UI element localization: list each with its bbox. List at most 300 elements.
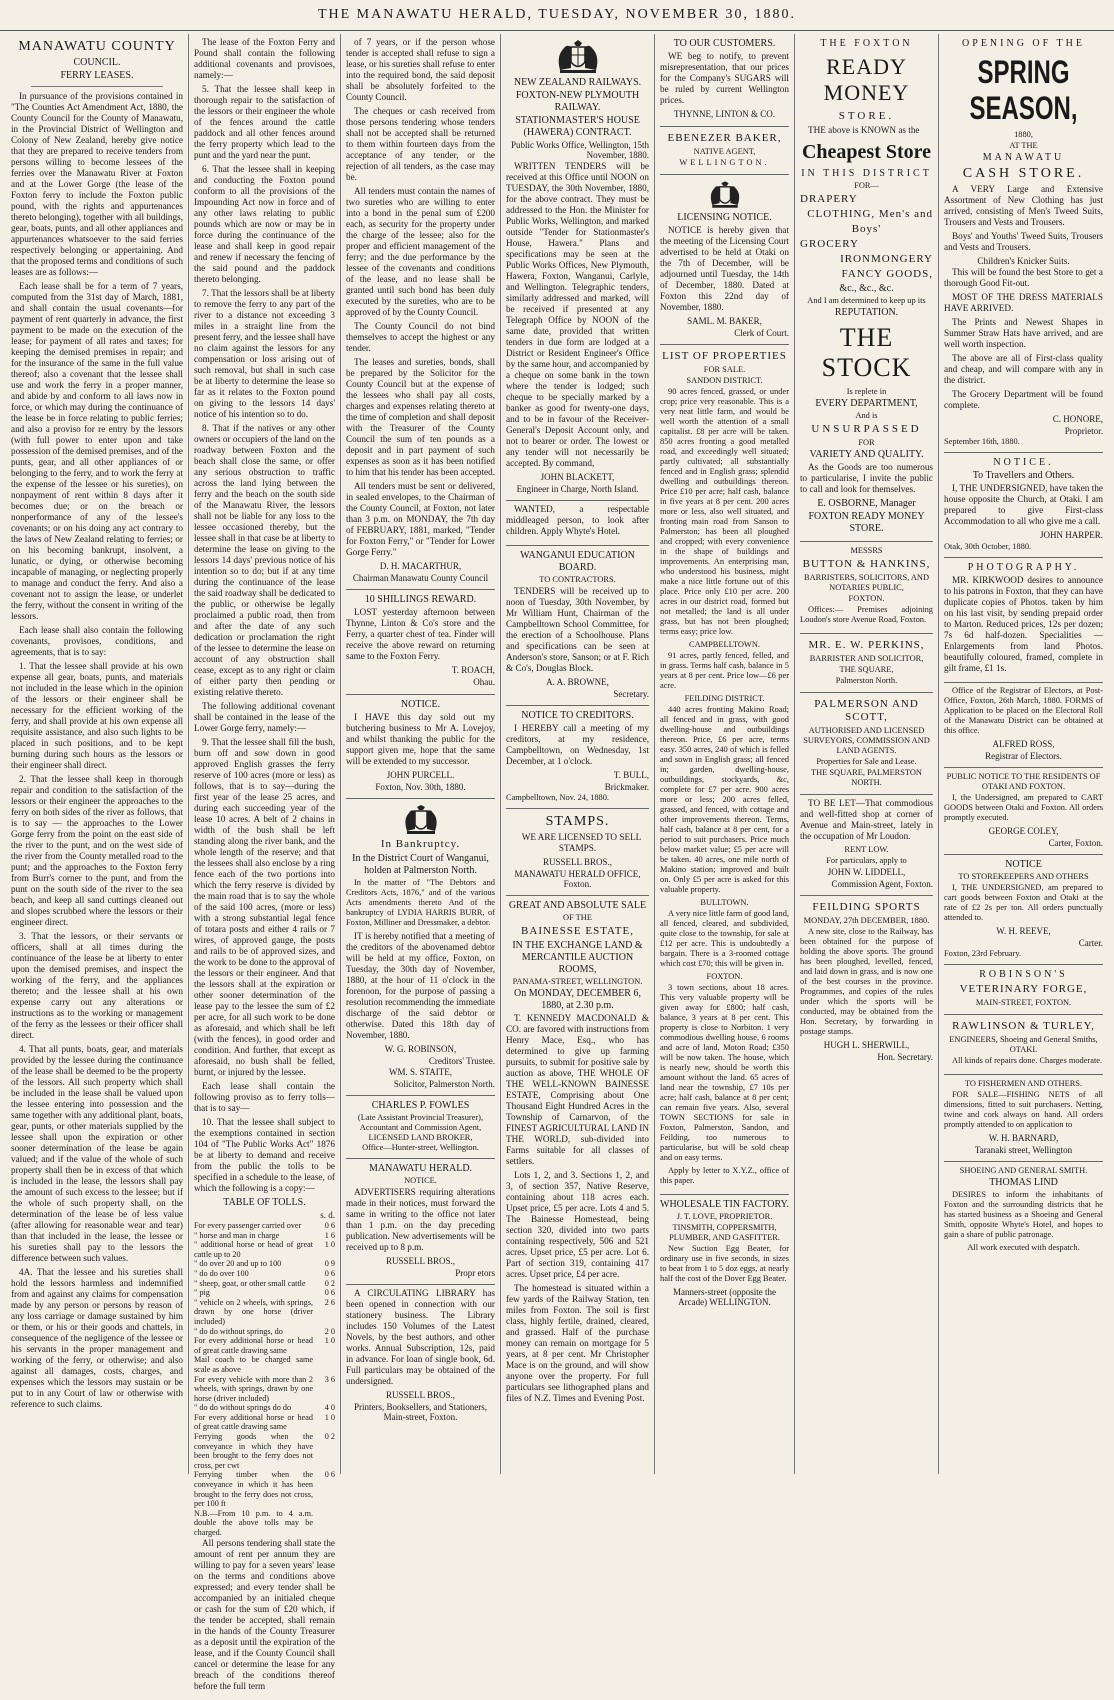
cred-date: Campbelltown, Nov. 24, 1880. bbox=[506, 793, 609, 802]
list-text-3: 440 acres fronting Makino Road; all fenced and in grass, with good dwelling-house and outbuildings thereon. Price, £6 per acre, terms easy. 350 acres, 240 of which is felled and sown in English grass; all fenced in; garden, dwelling-house, outbuildings, stockyards, &c, complete for £7 per acre. 900 acres more or less; 200 acres felled, grassed, and fenced, with cottage and other improvements thereon. Terms, half cash, balance at 8 per cent, for a period to suit purchasers. Price much below market value; £5 per acre will be taken. 40 acres, one mile north of Makino station; improved and built on. Only £5 per acre is asked for this valuable property. bbox=[660, 705, 789, 894]
notice-heading: NOTICE. bbox=[400, 699, 441, 710]
boys-text: Boys' and Youths' Tweed Suits, Trousers and Vests and Trousers. bbox=[944, 231, 1103, 252]
library-signature: RUSSELL BROS., bbox=[386, 1390, 455, 1400]
lease-paragraph: 6. That the lessee shall in keeping and conducting the Foxton pound conform to all the provisions of the Impounding Act now in force and of any other laws relating to public pounds which are now or may be in force during the continuance of the lease and shall keep in good repair and renew if necessary the fencing of the said pound and the paddock thereto belonging. bbox=[194, 164, 335, 284]
toll-row bbox=[194, 1221, 335, 1231]
licensing-text: NOTICE is hereby given that the meeting of the Licensing Court advertised to be held at Otaki on the 7th of December, will be adjourned until Tuesday, the 14th of December, 1880. Dated at Foxton this 22nd day of November, 1880. bbox=[660, 225, 789, 312]
lease-paragraph: 8. That if the natives or any other owners or occupiers of the land on the roadway between Foxton and the beach shall close the same, or offer any serious obstruction to traffic across the land lying between the ferry and the beach on the south side of the Manawatu River, the lessors shall not be liable for any loss to the lessee occasioned thereby, but the lessee shall in that case be at liberty to determine the lease on giving to the lessors 14 days' previous notice of his intention so to do; but if at any time during the continuance of the lease the said roadway shall be dedicated to the public, or otherwise be legally proclaimed a public road, then from and after the date of any such dedication or proclamation the right of the lessee to determine the lease on account of any obstruction shall cease, except as to any right or claim of either party then pending or existing relative thereto. bbox=[194, 423, 335, 697]
photo-text: MR. KIRKWOOD desires to announce to his patrons in Foxton, that they can have duplicate copies of Photos. taken by him on his last visit, by sending prepaid order to Marton. Reduced prices, 12s per dozen; 7s 6d half-dozen. Specialities — Enlargements from land Photos. beautifully coloured, framed, complete in gilt frame, £1 1s. bbox=[944, 575, 1103, 673]
bankruptcy-text: IT is hereby notified that a meeting of the creditors of the abovenamed debtor will be held at my office, Foxton, on Tuesday, the 30th day of November, 1880, at the hour of 11 o'clock in the forenoon, for the purpose of passing a resolution recommending the immediate discharge of the said debtor or otherwise. Dated this 18th day of November, 1880. bbox=[346, 931, 495, 1040]
toll-value: 2 0 bbox=[324, 1326, 335, 1336]
column-6 bbox=[795, 34, 939, 1474]
ferry-leases-end bbox=[346, 34, 495, 590]
toll-row bbox=[194, 1355, 335, 1374]
reeve-date: Foxton, 23rd February. bbox=[944, 949, 1022, 958]
list-sub: FOR SALE. bbox=[703, 365, 746, 374]
the-stock-label: THE STOCK bbox=[821, 323, 912, 382]
dress-text: MOST OF THE DRESS MATERIALS HAVE ARRIVED. bbox=[944, 292, 1103, 313]
toll-row bbox=[194, 1298, 335, 1327]
feilding-text: A new site, close to the Railway, has been obtained for the purpose of holding the above sports. The ground has been ploughed, levelled, fenced, and laid down in grass, and is now one of the best courses in the province. Programmes, and copies of the rules under which the sports will be conducted, may be obtained from the Hon. Secretary, by forwarding in postage stamps. bbox=[800, 927, 933, 1036]
ferry-heading: FERRY LEASES. bbox=[60, 70, 134, 81]
palmerson-props: Properties for Sale and Lease. bbox=[816, 757, 917, 766]
rawlinson-name: RAWLINSON & TURLEY, bbox=[952, 1020, 1095, 1032]
herald-text: ADVERTISERS requiring alterations made in their notices, must forward the same in writing to the office not later than 1 p.m. on the day preceding publication. New advertisements will be received up to 8 p.m. bbox=[346, 1187, 495, 1252]
list-text: 90 acres fenced, grassed, or under crop; price very reasonable. This is a very neat little farm, and would be well worth the attention of a small capitalist. £8 per acre will be taken. 850 acres fronting a good metalled road, and exceedingly well situated; partly cultivated; all substantially fenced and in English grass; splendid dwelling and outbuildings thereon. Price £10 per acre; half cash, balance in five years at 8 per cent. 200 acres more or less, also well situated, and fronting main road from Sanson to Palmerston; has been all ploughed and cropped; with every convenience in the shape of buildings and improvements. An enterprising man, who understood his business, might make a nice little fortune out of this place. Price only £10 per acre. 200 acres in our district road, formed but not metalled; the land is all under grass, but has not been ploughed; terms easy; price low. bbox=[660, 387, 789, 636]
ferry-paragraph: 4A. That the lessee and his sureties shall hold the lessors harmless and indemnified from and against any claims for compensation made by any person or persons by reason of any loss carriage or damage sustained by him or them, or his or their goods and chattels, in consequence of the negligence of the lessee or his servants in the proper management and working of the ferry, or otherwise; and also against all damages, costs, charges, and expenses which the lessors may sustain or be put to in any Court of law or otherwise with reference to such claims. bbox=[11, 1267, 183, 1409]
list-district: SANDON DISTRICT. bbox=[686, 376, 763, 385]
sale-text: T. KENNEDY MACDONALD & CO. are favored with instructions from Henry Mace, Esq., who has determined to give up farming pursuits, to submit for positive sale by auction as above, THE WHOLE OF THE WELL-KNOWN BAINESSE ESTATE, Comprising about One Thousand Eight Hundred Acres in the Township of Carnarvon, of the FINEST AGRICULTURAL LAND IN THE WORLD, sub-divided into Farms suitable for all classes of settlers. bbox=[506, 1013, 649, 1166]
bankruptcy-court: In the District Court of Wanganui, holden at Palmerston North. bbox=[352, 853, 489, 876]
toll-row bbox=[194, 1413, 335, 1432]
toll-row bbox=[194, 1509, 335, 1538]
toll-value: 4 0 bbox=[324, 1403, 335, 1413]
lease-paragraph: 7. That the lessors shall be at liberty to remove the ferry to any part of the river to a distance not exceeding 3 miles in a straight line from the present ferry, and the lessee shall have no claim against the lessors for any compensation or loss arising out of such removal, but shall in such case be at liberty to determine the lease so far as it relates to the Foxton pound on giving to the lessors 14 days' notice of his intention so to do. bbox=[194, 288, 335, 419]
toll-row bbox=[194, 1432, 335, 1470]
registrar-ad bbox=[944, 683, 1103, 768]
list-text-4: A very nice little farm of good land, all fenced, cleared, and subdivided, quite close to the township, for sale at £12 per acre. This is undoubtedly a bargain. There is a 3-roomed cottage which cost £70; this will be given in. bbox=[660, 909, 789, 968]
ferry-paragraph: In pursuance of the provisions contained in "The Counties Act Amendment Act, 1880, the County Council for the County of Manawatu, in the Provincial District of Wellington and Colony of New Zealand, hereby give notice that they are prepared to receive tenders from persons willing to become lessees of the ferries over the Manawatu River at Foxton and at the Lower Gorge (the lease of the Foxton ferry to include the Foxton public pound, with the rights and appurtenances thereto belonging), together with all buildings, gear, boats, punts, and all other appliances and appurtenances whatsoever to the said ferries respectively belonging or appertaining. And that the proposed terms and conditions of such leases are as follows:— bbox=[11, 91, 183, 277]
properties-ad bbox=[660, 345, 789, 1195]
lease-closing: All persons tendering shall state the amount of rent per annum they are willing to pay for a seven years' lease on the terms and conditions above expressed; and every tender shall be accompanied by an initialed cheque or cash for the sum of £20 which, if the tender be accepted, shall remain in the hands of the County Treasurer as a deposit until the expiration of the lease, and if the County Council shall cancel or determine the lease for any breach of the conditions thereof before the full term bbox=[194, 1537, 335, 1691]
toll-value: 1 0 bbox=[324, 1240, 335, 1250]
licensing-ad bbox=[660, 175, 789, 345]
toll-row bbox=[194, 1231, 335, 1241]
registrar-role: Registrar of Electors. bbox=[985, 751, 1062, 761]
baker-name: EBENEZER BAKER, bbox=[667, 132, 782, 144]
rail-text: WRITTEN TENDERS will be received at this Office until NOON on TUESDAY, the 30th November, 1880, for the above contract. They must be addressed to the Hon. the Minister for Public Works, Wellington, and marked outside "Tender for Stationmaster's House, Hawera." Plans and specifications may be seen at the Public Works Offices, New Plymouth, Hawera, Foxton, Wanganui, Carlyle, and Wellington. Telegraphic tenders, similarly addressed and marked, will be received if presented at any Telegraph Office by NOON of the same date, provided that written tenders in due form are lodged at a District or Resident Engineer's Office by the same hour, and accompanied by a cheque on some bank in the town where the tender is lodged; such cheque to be specially marked by a banker as good for twenty-one days, and to be in favour of the Receiver-General's Deposit Account only, and not to bearer or order. The lowest or any tender will not necessarily be accepted. By command, bbox=[506, 161, 649, 468]
lease-paragraph: The following additional covenant shall be contained in the lease of the Lower Gorge ferry, namely:— bbox=[194, 701, 335, 733]
lease-paragraph: 9. That the lessee shall fill the bush, burn off and sow down in good approved English grasses the ferry reserve of 100 acres (more or less) as follows, that is to say—during the first year of the lease 25 acres, and during each succeeding year of the lease 10 acres. A belt of 2 chains in width of the bush shall be left standing along the river bank, and the whole length of the reserve; and that the lessees shall also enclose by a ring fence each of the two portions into which the ferry reserve is divided by the main road that is to say the whole of the said 100 acres, (more or less) with a strong substantial legal fence of totara posts and either 4 rails or 7 wires, of approved gauge, the posts and rails to be of approved sizes, and the work to be done to the approval of the lessors or their engineer. And that the lessors shall at the expiration or other sooner determination of the lease pay to the lessee the sum of £2 per acre, for all such work to be done as aforesaid, and which shall be left (with the fences), in good order and condition. And further, that except as aforesaid, no bush shall be felled, burnt, or injured by the lessee. bbox=[194, 737, 335, 1077]
grocery-text: The Grocery Department will be found complete. bbox=[944, 389, 1103, 410]
list-apply: Apply by letter to X.Y.Z., office of this paper. bbox=[660, 1166, 789, 1185]
bankruptcy-heading: In Bankruptcy. bbox=[380, 838, 461, 850]
lease-paragraph: All tenders must contain the names of two sureties who are willing to enter into a bond in the penal sum of £200 each, as security for the property under the charge of the lessee; also for the proper and efficient management of the ferry; and the due performance by the lessee of the covenants and conditions of the lease, and no lease shall be granted until such bond has been duly executed by the sureties, who are to be approved of by the County Council. bbox=[346, 186, 495, 317]
veterinary-forge-ad bbox=[944, 965, 1103, 1015]
library-text: A CIRCULATING LIBRARY has been opened in connection with our stationery business. The Library includes 150 Volumes of the Latest Novels, by the best authors, and other works. Annual Subscription, 12s, paid in advance. For loan of single book, 6d. Full particulars may be obtained of the undersigned. bbox=[346, 1288, 495, 1386]
ferry-leases-continued bbox=[194, 34, 335, 1700]
let-signature: JOHN W. LIDDELL, bbox=[827, 867, 906, 877]
toll-item: " do do without springs, do bbox=[194, 1326, 283, 1336]
wanted-text: WANTED, a respectable middleaged person, to look after children. Apply Whyte's Hotel. bbox=[506, 504, 649, 536]
cred-heading: NOTICE TO CREDITORS. bbox=[521, 710, 634, 721]
fishermen-heading: TO FISHERMEN AND OTHERS. bbox=[964, 1079, 1083, 1088]
button-name: BUTTON & HANKINS, bbox=[802, 558, 931, 570]
lease-paragraph: Each lease shall contain the following proviso as to ferry tolls—that is to say— bbox=[194, 1081, 335, 1113]
osborne-signature: E. OSBORNE, Manager bbox=[817, 498, 916, 509]
ferry-subtitle: COUNCIL. bbox=[73, 57, 121, 68]
lease-paragraph: All tenders must be sent or delivered, in sealed envelopes, to the Chairman of the County Council, at Foxton, not later than 3 p.m. on MONDAY, the 7th day of FEBRUARY, 1881, marked, "Tender for Foxton Ferry," or "Tender for Lower Gorge Ferry." bbox=[346, 481, 495, 557]
toll-row bbox=[194, 1288, 335, 1298]
stamps-text: WE ARE LICENSED TO SELL STAMPS. bbox=[521, 832, 642, 853]
fowles-name: CHARLES P. FOWLES bbox=[371, 1100, 470, 1111]
prints-text: The Prints and Newest Shapes in Summer Straw Hats have arrived, and are well worth inspection. bbox=[944, 317, 1103, 349]
harper-text: I, THE UNDERSIGNED, have taken the house opposite the Church, at Otaki. I am prepared to give First-class Accommodation to all who give me a call. bbox=[944, 483, 1103, 526]
toll-row bbox=[194, 1269, 335, 1279]
rail-office: Public Works Office, Wellington, 15th November, 1880. bbox=[510, 140, 649, 160]
list-heading: LIST OF PROPERTIES bbox=[662, 350, 787, 362]
library-role: Printers, Booksellers, and Stationers, Main-street, Foxton. bbox=[354, 1402, 487, 1422]
nets-text: FOR SALE—FISHING NETS of all dimensions, fitted to suit purchasers. Netting, twine and cork always on hand. All orders promptly attended to on application to bbox=[944, 1090, 1103, 1129]
and-is-text: And is bbox=[855, 411, 878, 420]
toll-item: " additional horse or head of great cattle up to 20 bbox=[194, 1240, 313, 1259]
column-7 bbox=[939, 34, 1108, 1474]
best-text: This will be found the best Store to get a thorough Good Fit-out. bbox=[944, 267, 1103, 288]
herald-heading: MANAWATU HERALD. bbox=[368, 1163, 473, 1174]
let-apply: For particulars, apply to bbox=[826, 856, 907, 865]
education-board-ad bbox=[506, 546, 649, 706]
toll-value: 1 0 bbox=[324, 1336, 335, 1346]
at-the-label: AT THE bbox=[1009, 141, 1038, 150]
column-2 bbox=[189, 34, 341, 1691]
foxton-store-label: FOXTON READY MONEY STORE. bbox=[808, 511, 925, 534]
cred-text: I HEREBY call a meeting of my creditors, at my residence, Campbelltown, on Wednesday, 1st December, at 1 o'clock. bbox=[506, 723, 649, 766]
toll-item: N.B.—From 10 p.m. to 4 a.m. double the above tolls may be charged. bbox=[194, 1508, 313, 1537]
button-place: FOXTON. bbox=[848, 594, 885, 603]
photo-heading: PHOTOGRAPHY. bbox=[967, 562, 1080, 573]
customers-signature: THYNNE, LINTON & CO. bbox=[673, 109, 776, 119]
notice-date: Foxton, Nov. 30th, 1880. bbox=[375, 782, 466, 792]
toll-value: 0 6 bbox=[324, 1268, 335, 1278]
toll-item: " do do over 100 bbox=[194, 1268, 249, 1278]
messrs-label: MESSRS bbox=[850, 546, 883, 555]
fishing-nets-ad bbox=[944, 1075, 1103, 1162]
etc-label: &c., &c., &c. bbox=[839, 283, 894, 294]
photography-ad bbox=[944, 558, 1103, 683]
button-hankins-ad bbox=[800, 542, 933, 634]
herald-notice: NOTICE. bbox=[404, 1176, 437, 1185]
list-district-3: FEILDING DISTRICT. bbox=[684, 694, 765, 703]
sale-date: On MONDAY, DECEMBER 6, 1880, at 2.30 p.m. bbox=[514, 988, 641, 1011]
feilding-sports-ad bbox=[800, 896, 933, 1068]
toll-item: Mail coach to be charged same scale as above bbox=[194, 1355, 313, 1374]
ferry-leases-ad bbox=[11, 34, 183, 1418]
cash-text: A VERY Large and Extensive Assortment of New Clothing has just arrived, consisting of Men's Tweed Suits, Trousers and Vests and Trousers. bbox=[944, 184, 1103, 227]
perkins-place: THE SQUARE, bbox=[839, 665, 894, 674]
rawlinson-ad bbox=[944, 1015, 1103, 1075]
honore-signature: C. HONORE, bbox=[1052, 414, 1103, 424]
chairman-title: Chairman Manawatu County Council bbox=[352, 573, 489, 583]
notice-signature: JOHN PURCELL. bbox=[386, 770, 455, 780]
foxton-label: THE FOXTON bbox=[820, 38, 913, 49]
customers-ad bbox=[660, 34, 789, 127]
rail-role: Engineer in Charge, North Island. bbox=[516, 484, 639, 494]
storekeepers-ad bbox=[944, 855, 1103, 965]
toll-item: Ferrying goods when the conveyance in which they have been brought to the ferry does not cross, per cwt bbox=[194, 1432, 313, 1470]
rail-signature: JOHN BLACKETT, bbox=[540, 472, 615, 482]
reward-signature: T. ROACH, bbox=[451, 665, 495, 675]
edu-signature: A. A. BROWNE, bbox=[546, 677, 609, 687]
stamps-heading: STAMPS. bbox=[545, 814, 610, 829]
tin-heading: WHOLESALE TIN FACTORY. bbox=[660, 1199, 789, 1210]
replete-text: Is replete in bbox=[846, 387, 887, 396]
licensing-signature: SAML. M. BAKER, bbox=[687, 316, 762, 326]
toll-value: 0 2 bbox=[324, 1432, 335, 1442]
ferry-paragraph: Each lease shall also contain the following covenants, provisoes, conditions, and agreements, that is to say: bbox=[11, 625, 183, 657]
licensing-role: Clerk of Court. bbox=[734, 328, 789, 338]
children-text: Children's Knicker Suits. bbox=[977, 256, 1070, 266]
toll-item: " sheep, goat, or other small cattle bbox=[194, 1278, 306, 1288]
edu-sub: TO CONTRACTORS. bbox=[539, 575, 616, 584]
baker-ad bbox=[660, 127, 789, 175]
sale-of: OF THE bbox=[563, 913, 592, 922]
palmerson-scott-ad bbox=[800, 693, 933, 795]
unsurpassed-label: UNSURPASSED bbox=[811, 423, 922, 435]
ready-money-label: READY MONEY bbox=[823, 54, 910, 105]
licensing-heading: LICENSING NOTICE. bbox=[677, 212, 772, 223]
edu-heading: WANGANUI EDUCATION BOARD. bbox=[520, 550, 635, 573]
toll-item: " do do without springs do do bbox=[194, 1403, 292, 1413]
lease-paragraph: The leases and sureties, bonds, shall be prepared by the Solicitor for the County Council but at the expense of the lessees who shall pay all costs, charges and expenses relating thereto at the time of completion and shall deposit with the Treasurer of the County Council the sum of ten pounds as a deposit and in part payment of such expenses as soon as it has been notified to him that his tender has been accepted. bbox=[346, 357, 495, 477]
rawlinson-text: All kinds of repairs done. Charges moderate. bbox=[952, 1056, 1103, 1065]
robinson-label: ROBINSON'S bbox=[979, 969, 1068, 980]
toll-table bbox=[194, 1221, 335, 1538]
bankruptcy-matter: In the matter of "The Debtors and Creditors Acts, 1876," and of the various Acts amendments thereto And of the bankruptcy of LYDIA HARRIS BURR, of Foxton, Milliner and Dressmaker, a debtor. bbox=[346, 878, 495, 927]
list-text-2: 91 acres, partly fenced, felled, and in grass. Terms half cash, balance in 5 years at 8 per cent. Price low—£6 per acre. bbox=[660, 651, 789, 690]
toll-item: For every passenger carried over bbox=[194, 1221, 302, 1230]
herald-signature: RUSSELL BROS., bbox=[386, 1256, 455, 1266]
ferry-paragraph: 2. That the lessee shall keep in thorough repair and condition to the satisfaction of the lessors or their engineer the approaches to the ferry on both sides of the river as follows, that is to say — the approaches to the Lower Gorge ferry from the point on the east side of the river to the punt, and on the west side of the river from the County metalled road to the punt; and the approaches to the Foxton ferry from Burr's corner to the punt, and from the punt on the south side of the river to the sea beach, and keep all sand cuttings cleaned out and slopes scrubbed where the lessors or their engineer direct. bbox=[11, 774, 183, 927]
fowles-office: Office—Hunter-street, Wellington. bbox=[362, 1143, 479, 1152]
grocery-label: GROCERY bbox=[800, 238, 859, 250]
toll-value bbox=[313, 1355, 335, 1374]
manawatu-label: MANAWATU bbox=[982, 152, 1065, 163]
reward-text: LOST yesterday afternoon between Thynne, Linton & Co's store and the Ferry, a quarter chest of tea. Finder will receive the above reward on returning same to the Foxton Ferry. bbox=[346, 607, 495, 661]
baker-title: NATIVE AGENT, bbox=[693, 147, 756, 156]
every-department-label: EVERY DEPARTMENT, bbox=[815, 398, 918, 409]
toll-row bbox=[194, 1259, 335, 1269]
fowles-ad bbox=[346, 1096, 495, 1159]
toll-item: For every additional horse or head of great cattle drawing same bbox=[194, 1412, 313, 1432]
determined-text: And I am determined to keep up its bbox=[807, 296, 926, 305]
reward-place: Ohau. bbox=[473, 677, 495, 687]
public-notice: PUBLIC NOTICE TO THE RESIDENTS OF OTAKI AND FOXTON. bbox=[946, 772, 1101, 791]
first-class-text: The above are all of First-class quality and cheap, and will compare with any in the district. bbox=[944, 353, 1103, 385]
feilding-role: Hon. Secretary. bbox=[877, 1052, 933, 1062]
lease-paragraph: 10. That the lessee shall subject to the exemptions contained in section 104 of "The Public Works Act" 1876 be at liberty to demand and receive from the public the tolls to be specified in a schedule to the lease, of which the following is a copy:— bbox=[194, 1117, 335, 1193]
sale-place: IN THE EXCHANGE LAND & MERCANTILE AUCTION ROOMS, bbox=[512, 940, 643, 975]
forge-place: MAIN-STREET, FOXTON. bbox=[975, 998, 1072, 1007]
toll-row bbox=[194, 1240, 335, 1259]
bankruptcy-role: Creditors' Trustee. bbox=[428, 1056, 495, 1066]
chairman-signature: D. H. MACARTHUR, bbox=[379, 561, 462, 571]
toll-value: 1 0 bbox=[324, 1412, 335, 1422]
toll-value: 3 6 bbox=[324, 1374, 335, 1384]
feilding-signature: HUGH L. SHERWILL, bbox=[823, 1040, 910, 1050]
let-rent: RENT LOW. bbox=[844, 845, 889, 854]
reward-ad bbox=[346, 590, 495, 695]
list-district-5: FOXTON. bbox=[706, 972, 743, 981]
lind-name: THOMAS LIND bbox=[989, 1177, 1058, 1188]
toll-row bbox=[194, 1403, 335, 1413]
library-ad bbox=[346, 1285, 495, 1428]
lind-text: DESIRES to inform the inhabitants of Foxton and the surrounding districts that he has started business as a Shoeing and General Smith, opposite Whyte's Hotel, and hopes to gain a share of public patronage. bbox=[944, 1190, 1103, 1239]
boys-label: Boys' bbox=[851, 223, 882, 235]
bankruptcy-signature: W. G. ROBINSON, bbox=[384, 1044, 457, 1054]
toll-value: 1 6 bbox=[324, 1230, 335, 1240]
spring-season-label: SPRING SEASON, bbox=[969, 54, 1078, 126]
to-let-ad bbox=[800, 795, 933, 896]
ferry-paragraph: Each lease shall be for a term of 7 years, computed from the 31st day of March, 1881, and shall contain the usual covenants—for payment of rent quarterly in advance, the first payment to be made on the execution of the lease; for payment of all rates and taxes; for keeping the demised premises in repair; and for the insurance of the same in the full value thereof; also a covenant that the lessee shall use and work the ferry in a proper manner, and abide by and conform to all laws now in force, or which may during the continuance of the lease be in force relating to public ferries; and also a proviso for re entry by the lessors (with full power to enter upon and take possession of the demised premises, and of the punts, gear, and all other appliances of or belonging to the ferry, and to work the ferry at the expense of the lessee or his sureties), on nonpayment of rent within 8 days after it becomes due; or on the breach or nonperformance of any of the lessee's covenants; or on his doing any act contrary to the laws of New Zealand relating to ferries; or on his becoming bankrupt, insolvent, a lunatic, or dying, or otherwise becoming incapable of managing, or neglecting properly to manage and conduct the ferry. And also a covenant not to assign the lease, or underlet the ferry, without the consent in writing of the lessors. bbox=[11, 281, 183, 621]
button-role: BARRISTERS, SOLICITORS, AND NOTARIES PUBLIC, bbox=[803, 573, 930, 592]
masthead: THE MANAWATU HERALD, TUESDAY, NOVEMBER 30, 1880. bbox=[0, 0, 1114, 31]
nets-signature: W. H. BARNARD, bbox=[988, 1133, 1059, 1143]
toll-item: " vehicle on 2 wheels, with springs, drawn by one horse (driver included) bbox=[194, 1297, 313, 1326]
baker-place: WELLINGTON. bbox=[679, 158, 770, 167]
carter-signature: GEORGE COLEY, bbox=[988, 826, 1059, 836]
for-word: FOR bbox=[858, 438, 875, 447]
column-5 bbox=[655, 34, 795, 1474]
wanted-ad bbox=[506, 501, 649, 546]
harper-date: Otak, 30th October, 1880. bbox=[944, 542, 1032, 551]
reeve-text: I, THE UNDERSIGNED, am prepared to cart goods between Foxton and Otaki at the rate of £2 2s per ton. All orders punctually attended to. bbox=[944, 883, 1103, 922]
rail-title: NEW ZEALAND RAILWAYS. bbox=[513, 77, 642, 88]
feilding-date: MONDAY, 27th DECEMBER, 1880. bbox=[803, 916, 930, 925]
column-1 bbox=[6, 34, 189, 1474]
ready-money-store-ad bbox=[800, 34, 933, 542]
lease-paragraph: The lease of the Foxton Ferry and Pound shall contain the following additional covenants and provisoes, namely:— bbox=[194, 37, 335, 80]
toll-row bbox=[194, 1375, 335, 1404]
carter-role: Carter, Foxton. bbox=[1048, 838, 1103, 848]
sale-more: The homestead is situated within a few yards of the Railway Station, ten miles from Foxton. The soil is first class, highly fertile, drained, cleared, and grassed. Half of the purchase money can remain on mortgage for 5 years, at 8 per cent. Mr Christopher Mace is on the ground, and will show anyone over the property. For full particulars see lithographed plans and files of N.Z. Times and Evening Post. bbox=[506, 1283, 649, 1403]
let-text: TO BE LET—That commodious and well-fitted shop at corner of Avenue and Main-street, lately in the occupation of Mr Loudon. bbox=[800, 798, 933, 841]
herald-notice-ad bbox=[346, 1159, 495, 1285]
for-label: FOR— bbox=[854, 181, 879, 190]
perkins-role: BARRISTER AND SOLICITOR, bbox=[809, 654, 924, 663]
royal-arms-icon bbox=[705, 181, 745, 209]
goods-text: As the Goods are too numerous to particularise, I invite the public to call and look for themselves. bbox=[800, 462, 933, 494]
known-text: THE above is KNOWN as the bbox=[808, 125, 920, 135]
notice-text: I HAVE this day sold out my butchering business to Mr A. Lovejoy, and whilst thanking the public for the support given me, hope that the same will be extended to my successor. bbox=[346, 712, 495, 766]
cred-signature: T. BULL, bbox=[613, 770, 649, 780]
toll-item: " horse and man in charge bbox=[194, 1230, 280, 1240]
tin-text: New Suction Egg Beater, for ordinary use in five seconds, in sizes to beat from 1 to 5 doz eggs, at nearly half the cost of the Dover Egg Beater. bbox=[660, 1244, 789, 1283]
toll-table-heading: TABLE OF TOLLS. bbox=[223, 1197, 306, 1208]
tin-address: Manners-street (opposite the Arcade) WELLINGTON. bbox=[673, 1287, 776, 1307]
herald-role: Propr etors bbox=[455, 1268, 495, 1278]
lind-last: All work executed with despatch. bbox=[967, 1243, 1080, 1252]
toll-value bbox=[313, 1509, 335, 1538]
registrar-signature: ALFRED ROSS, bbox=[992, 739, 1055, 749]
stamps-ad bbox=[506, 809, 649, 896]
toll-item: " pig bbox=[194, 1288, 210, 1298]
tin-name: J. T. LOVE, PROPRIETOR. bbox=[676, 1212, 773, 1221]
columns bbox=[6, 34, 1108, 1691]
fancy-goods-label: FANCY GOODS, bbox=[841, 268, 933, 280]
toll-item: For every vehicle with more than 2 wheels, with springs, drawn by one horse (driver included) bbox=[194, 1374, 313, 1403]
toll-value: 0 6 bbox=[324, 1288, 335, 1298]
stamps-signature: RUSSELL BROS., bbox=[543, 857, 612, 867]
customers-heading: TO OUR CUSTOMERS. bbox=[673, 38, 776, 49]
toll-value: 0 6 bbox=[324, 1221, 335, 1230]
carter-text: I, the Undersigned, am prepared to CART GOODS between Otaki and Foxton. All orders promptly executed. bbox=[944, 793, 1103, 822]
let-role: Commission Agent, Foxton. bbox=[831, 879, 933, 889]
nets-place: Taranaki street, Wellington bbox=[974, 1145, 1073, 1155]
ironmongery-label: IRONMONGERY bbox=[840, 253, 933, 265]
palmerson-place: THE SQUARE, PALMERSTON NORTH. bbox=[811, 768, 922, 787]
cred-role: Brickmaker. bbox=[604, 782, 649, 792]
forge-label: VETERINARY FORGE, bbox=[959, 983, 1088, 995]
honore-date: September 16th, 1880. bbox=[944, 437, 1020, 446]
ferry-paragraph: 4. That all punts, boats, gear, and materials provided by the lessee during the continuance of the lease shall be deemed to be the property of the lessors. All such property which shall be included in the lease shall be valued upon the lessee entering into possession and the same together with any additional plant, boats, gear, punts, or other materials supplied by the lessee shall upon the expiration or other sooner determination of the lease be again valued; and if the value of the whole of such property shall then be in excess of that which is included in the lease, the lessors shall pay the amount of such excess to the lessee; but if the whole of such property shall, on the determination of the lease be of less value (after allowing for reasonable wear and tear) than that included in the lease, the lessee or his sureties shall pay to the lessors the difference between such values. bbox=[11, 1044, 183, 1263]
honore-role: Proprietor. bbox=[1064, 426, 1103, 436]
edu-role: Secretary. bbox=[613, 689, 649, 699]
registrar-text: Office of the Registrar of Electors, at Post-Office, Foxton, 26th March, 1880. FORMS of Application to be placed on the Electoral Roll of the Manawatu District can be obtained at this office. bbox=[944, 686, 1103, 735]
toll-value: 0 9 bbox=[324, 1259, 335, 1269]
smith-ad bbox=[944, 1162, 1103, 1258]
list-district-2: CAMPBELLTOWN. bbox=[689, 640, 760, 649]
bankruptcy-ad bbox=[346, 799, 495, 1096]
toll-units: s. d. bbox=[320, 1210, 335, 1220]
toll-row bbox=[194, 1336, 335, 1355]
reeve-signature: W. H. REEVE, bbox=[996, 926, 1051, 936]
toll-value: 2 6 bbox=[324, 1297, 335, 1307]
drapery-label: DRAPERY bbox=[800, 193, 858, 205]
ferry-paragraph: 1. That the lessee shall provide at his own expense all gear, boats, punts, and materials not included in the lease which in the opinion of the lessors or their engineer shall be necessary for the efficient working of the ferry, and shall provide at his own expense all requisite assistance, and also such lights to be placed in such positions, and to be kept burning during such hours as the lessors or their engineer shall direct. bbox=[11, 661, 183, 770]
list-district-4: BULLTOWN. bbox=[700, 898, 749, 907]
perkins-name: MR. E. W. PERKINS, bbox=[808, 639, 925, 651]
toll-value: 0 2 bbox=[324, 1278, 335, 1288]
toll-item: Ferrying timber when the conveyance in which it has been brought to the ferry does not cross, per 100 ft bbox=[194, 1470, 313, 1509]
bainesse-sale-ad bbox=[506, 896, 649, 1412]
button-offices: Offices:— Premises adjoining Loudon's store Avenue Road, Foxton. bbox=[800, 605, 933, 624]
cheapest-store-label: Cheapest Store bbox=[801, 141, 932, 163]
railways-ad bbox=[506, 34, 649, 501]
harper-notice-heading: NOTICE. bbox=[993, 457, 1054, 468]
ferry-title: MANAWATU COUNTY bbox=[18, 39, 176, 54]
toll-item: For every additional horse or head of great cattle drawing same bbox=[194, 1336, 313, 1355]
sale-lots: Lots 1, 2, and 3. Sections 1, 2, and 3, of section 357, Native Reserve, containing about 118 acres each. Upset price, £5 per acre. Lots 4 and 5. The Bainesse Homestead, being section 320, divided into two parts containing respectively, 506 and 521 acres. Upset price, £5 per acre. Lot 6. Part of section 319, containing 417 acres. Upset price, £4 per acre. bbox=[506, 1170, 649, 1279]
tin-trades: TINSMITH, COPPERSMITH, PLUMBER, AND GASFITTER. bbox=[669, 1223, 780, 1242]
lease-paragraph: 5. That the lessee shall keep in thorough repair to the satisfaction of the lessors or their engineer the whole of the fences around the cattle paddock and all other fences around the ferry property which lead to the punt and the yard near the punt. bbox=[194, 84, 335, 160]
store-notice-heading: NOTICE bbox=[1005, 859, 1042, 870]
divider bbox=[31, 86, 163, 87]
toll-row bbox=[194, 1327, 335, 1337]
feilding-heading: FEILDING SPORTS bbox=[812, 901, 921, 913]
clothing-label: CLOTHING, Men's and bbox=[807, 208, 933, 220]
bankruptcy-role-2: Solicitor, Palmerston North. bbox=[393, 1079, 495, 1089]
shoeing-heading: SHOEING AND GENERAL SMITH. bbox=[959, 1166, 1088, 1175]
palmerson-name: PALMERSON AND SCOTT, bbox=[814, 698, 919, 723]
lease-paragraph: The County Council do not bind themselves to accept the highest or any tender. bbox=[346, 321, 495, 353]
reward-heading: 10 SHILLINGS REWARD. bbox=[364, 594, 477, 605]
perkins-ad bbox=[800, 634, 933, 693]
edu-text: TENDERS will be received up to noon of Tuesday, 30th November, by Mr William Hunt, Chairman of the Campbelltown School Committee, for the erection of a Schoolhouse. Plans and specifications can be seen at Anderson's store, Sanson; or at F. Rich & Co's, Douglas Block. bbox=[506, 586, 649, 673]
toll-row bbox=[194, 1470, 335, 1508]
reputation-label: REPUTATION. bbox=[834, 307, 899, 318]
column-3 bbox=[341, 34, 501, 1474]
opening-label: OPENING OF THE bbox=[962, 38, 1085, 49]
perkins-town: Palmerston North. bbox=[835, 676, 898, 685]
tin-factory-ad bbox=[660, 1195, 789, 1313]
cash-store-ad bbox=[944, 34, 1103, 453]
column-4 bbox=[501, 34, 655, 1474]
royal-arms-icon bbox=[399, 805, 443, 835]
list-text-5: 3 town sections, about 18 acres. This very valuable property will be given away for £800; half cash, balance, 3 years at 8 per cent. This property is close to Norbiton. 1 very commodious dwelling house, 6 rooms and acre of land, Moton Road; £350 will be now taken. The house, which is nearly new, should be worth this amount without the land. 65 acres of land near the township, £7 10s per acre; half cash, balance at 8 per cent; can remain five years. Also, several TOWN SECTIONS for sale in Foxton, Palmerston, Sandon, and Feilding, too numerous to particularise, but will be sold cheap and on easy terms. bbox=[660, 983, 789, 1162]
rawlinson-role: ENGINEERS, Shoeing and General Smiths, OTAKI. bbox=[949, 1035, 1098, 1054]
stamps-role: MANAWATU HERALD OFFICE, Foxton. bbox=[514, 869, 641, 889]
butcher-notice-ad bbox=[346, 695, 495, 799]
creditors-ad bbox=[506, 706, 649, 809]
coat-of-arms-icon bbox=[554, 40, 602, 74]
variety-label: VARIETY AND QUALITY. bbox=[809, 449, 924, 460]
customers-text: WE beg to notify, to prevent misrepresentation, that our prices for the Company's SUGARS will be ruled by current Wellington prices. bbox=[660, 51, 789, 105]
travellers-label: To Travellers and Others. bbox=[972, 470, 1075, 481]
toll-value: 0 6 bbox=[324, 1470, 335, 1480]
sale-heading: GREAT AND ABSOLUTE SALE bbox=[508, 900, 647, 911]
fowles-text: (Late Assistant Provincial Treasurer), Accountant and Commission Agent, LICENSED LAND BROKER, bbox=[357, 1113, 484, 1142]
lease-paragraph: The cheques or cash received from those persons tendering whose tenders shall not be accepted shall be returned to them within fourteen days from the acceptance of any tender, or the rejection of all tenders, as the case may be. bbox=[346, 106, 495, 182]
store-notice-sub: TO STOREKEEPERS AND OTHERS bbox=[958, 872, 1089, 881]
